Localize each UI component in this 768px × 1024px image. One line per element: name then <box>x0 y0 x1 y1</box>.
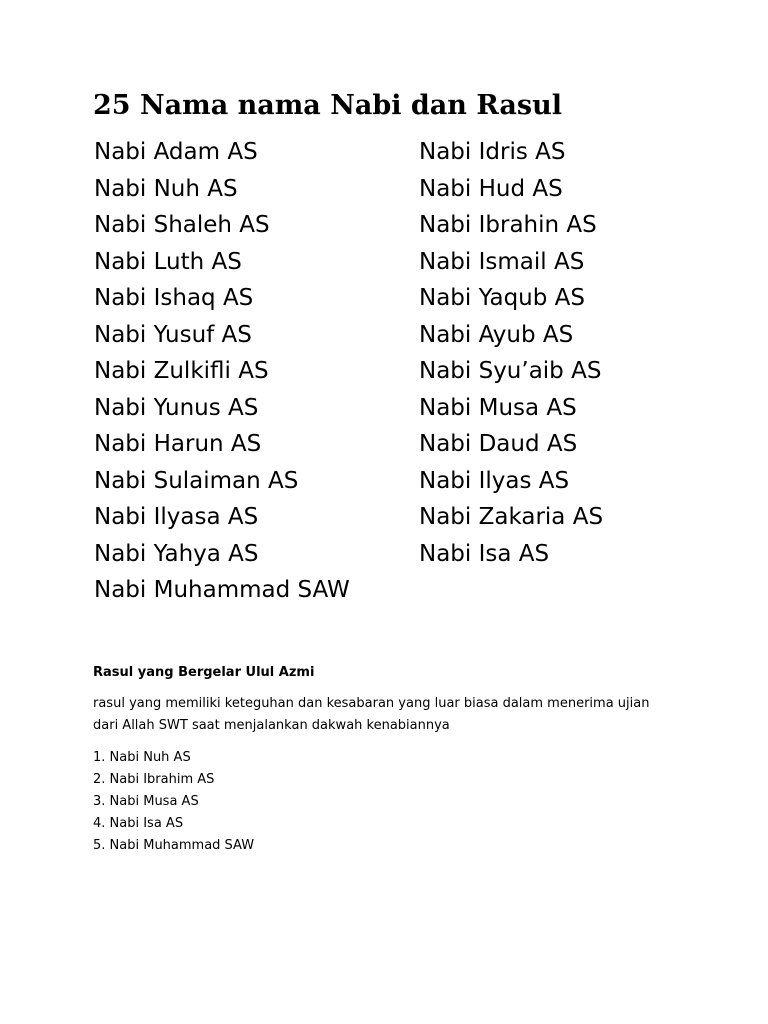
ulul-azmi-heading: Rasul yang Bergelar Ulul Azmi <box>93 665 315 680</box>
list-item: Nabi Idris AS <box>419 139 566 165</box>
list-item: Nabi Harun AS <box>94 431 262 457</box>
list-item: Nabi Shaleh AS <box>94 212 270 238</box>
page-title: 25 Nama nama Nabi dan Rasul <box>93 90 562 121</box>
list-item: Nabi Zakaria AS <box>419 504 604 530</box>
list-item: Nabi Yahya AS <box>94 540 259 567</box>
list-item: Nabi Muhammad SAW <box>94 577 350 603</box>
list-item: Nabi Adam AS <box>94 139 258 165</box>
list-item: 3. Nabi Musa AS <box>93 794 199 809</box>
list-item: Nabi Hud AS <box>419 175 563 202</box>
list-item: Nabi Yusuf AS <box>94 321 252 348</box>
ulul-azmi-description: rasul yang memiliki keteguhan dan kesabaran yang luar biasa dalam menerima ujian dari Allah SWT saat menjalankan dakwah kenabiannya <box>93 696 650 733</box>
list-item: Nabi Syu’aib AS <box>419 358 602 384</box>
ulul-azmi-list <box>93 747 254 857</box>
list-item: Nabi Ayub AS <box>419 321 574 348</box>
list-item: Nabi Ishaq AS <box>94 285 254 311</box>
list-item: Nabi Ibrahin AS <box>419 212 597 238</box>
list-item: Nabi Luth AS <box>94 248 242 275</box>
list-item: Nabi Zulkifli AS <box>94 358 269 384</box>
list-item: 1. Nabi Nuh AS <box>93 750 191 765</box>
list-item: Nabi Ismail AS <box>419 248 585 275</box>
list-item: Nabi Ilyasa AS <box>94 504 259 530</box>
list-item: Nabi Ilyas AS <box>419 467 570 494</box>
list-item: Nabi Sulaiman AS <box>94 467 299 494</box>
list-item: 4. Nabi Isa AS <box>93 816 184 831</box>
nabi-list-right <box>419 134 603 572</box>
list-item: Nabi Musa AS <box>419 394 577 421</box>
list-item: Nabi Yaqub AS <box>419 285 585 311</box>
list-item: Nabi Daud AS <box>419 431 578 457</box>
nabi-list-left <box>94 134 350 609</box>
list-item: 5. Nabi Muhammad SAW <box>93 838 255 853</box>
list-item: Nabi Nuh AS <box>94 175 238 202</box>
list-item: Nabi Isa AS <box>419 540 550 567</box>
list-item: Nabi Yunus AS <box>94 394 259 421</box>
list-item: 2. Nabi Ibrahim AS <box>93 772 215 787</box>
